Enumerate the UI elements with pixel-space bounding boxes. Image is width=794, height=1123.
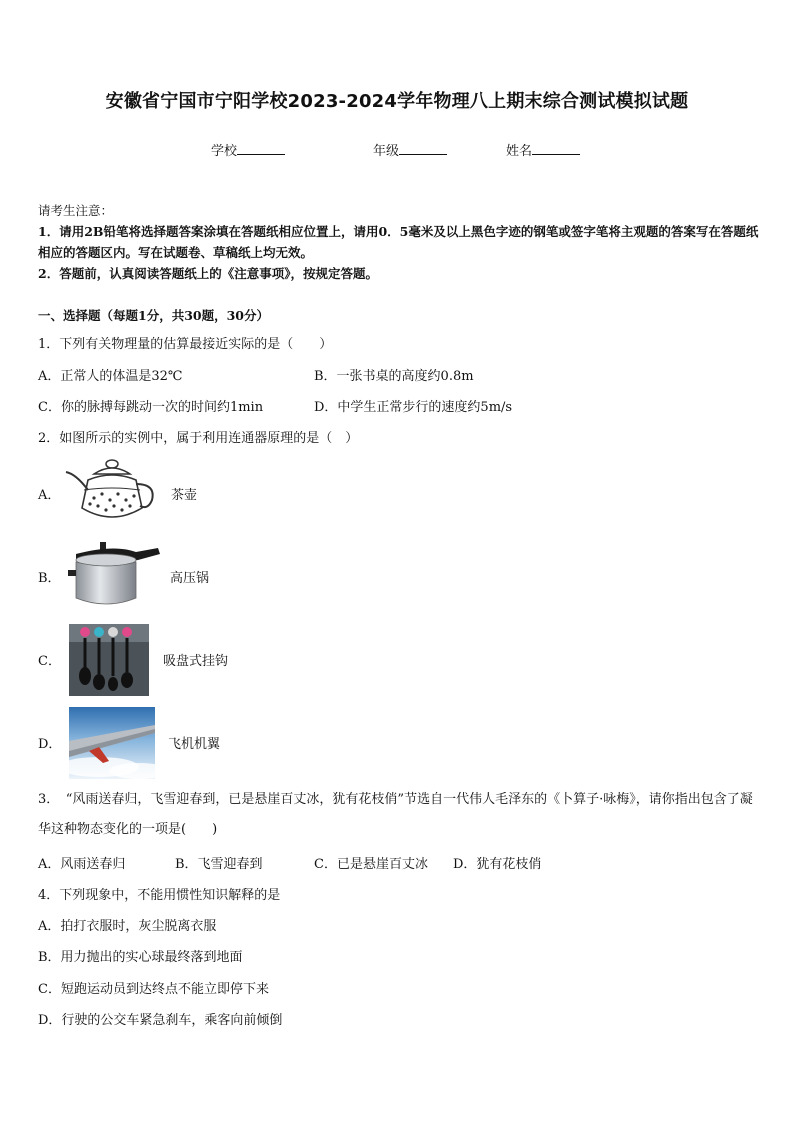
notice-item-2: 2．答题前，认真阅读答题纸上的《注意事项》，按规定答题。 [38,266,378,281]
teapot-image [64,456,160,526]
q2-option-a-letter: A． [38,488,61,503]
q2-stem: 2．如图所示的实例中，属于利用连通器原理的是（ ） [38,431,359,446]
q3-option-d: D．犹有花枝俏 [453,857,542,872]
page-title: 安徽省宁国市宁阳学校2023-2024学年物理八上期末综合测试模拟试题 [105,91,689,112]
q2-option-b-text: 高压锅 [170,571,210,586]
q4-option-c: C．短跑运动员到达终点不能立即停下来 [38,982,269,997]
q4-option-b: B．用力抛出的实心球最终落到地面 [38,950,243,965]
name-field: 姓名 [506,140,580,159]
q2-option-c-text: 吸盘式挂钩 [163,654,229,669]
q2-option-d-letter: D． [38,737,62,752]
q3-option-a: A．风雨送春归 [38,857,126,872]
q1-stem: 1．下列有关物理量的估算最接近实际的是（ ） [38,337,333,352]
q2-option-c-letter: C． [38,654,61,669]
q2-option-a-text: 茶壶 [171,488,198,503]
notice-item-1: 1．请用2B铅笔将选择题答案涂填在答题纸相应位置上，请用0．5毫米及以上黑色字迹的钢笔或签字笔将主观题的答案写在答题纸相应的答题区内。写在试题卷、草稿纸上均无效。 [38,224,759,260]
notice-block [38,200,760,284]
grade-blank [399,142,447,155]
school-blank [237,142,285,155]
airplane-wing-image [69,707,155,779]
school-field: 学校 [211,140,285,159]
q2-option-b-letter: B． [38,571,61,586]
suction-hook-image [69,624,149,696]
q3-option-b: B．飞雪迎春到 [175,857,263,872]
q3-stem: 3． “风雨送春归，飞雪迎春到，已是悬崖百丈冰，犹有花枝俏”节选自一代伟人毛泽东的《卜算子·咏梅》，请你指出包含了凝华这种物态变化的一项是( ) [38,792,753,837]
q2-option-d-text: 飞机机翼 [168,737,221,752]
q1-option-d: D．中学生正常步行的速度约5m/s [314,400,513,415]
q4-option-a: A．拍打衣服时，灰尘脱离衣服 [38,919,217,934]
q1-option-a: A．正常人的体温是32℃ [38,369,183,384]
name-blank [532,142,580,155]
q1-option-b: B．一张书桌的高度约0.8m [314,369,474,384]
section-heading: 一、选择题（每题1分，共30题，30分） [38,308,269,323]
notice-heading: 请考生注意： [38,203,114,218]
q4-option-d: D．行驶的公交车紧急刹车，乘客向前倾倒 [38,1013,283,1028]
q3-option-c: C．已是悬崖百丈冰 [314,857,428,872]
q1-option-c: C．你的脉搏每跳动一次的时间约1min [38,400,264,415]
grade-field: 年级 [373,140,447,159]
q4-stem: 4．下列现象中，不能用惯性知识解释的是 [38,888,281,903]
pressure-cooker-image [66,540,162,610]
